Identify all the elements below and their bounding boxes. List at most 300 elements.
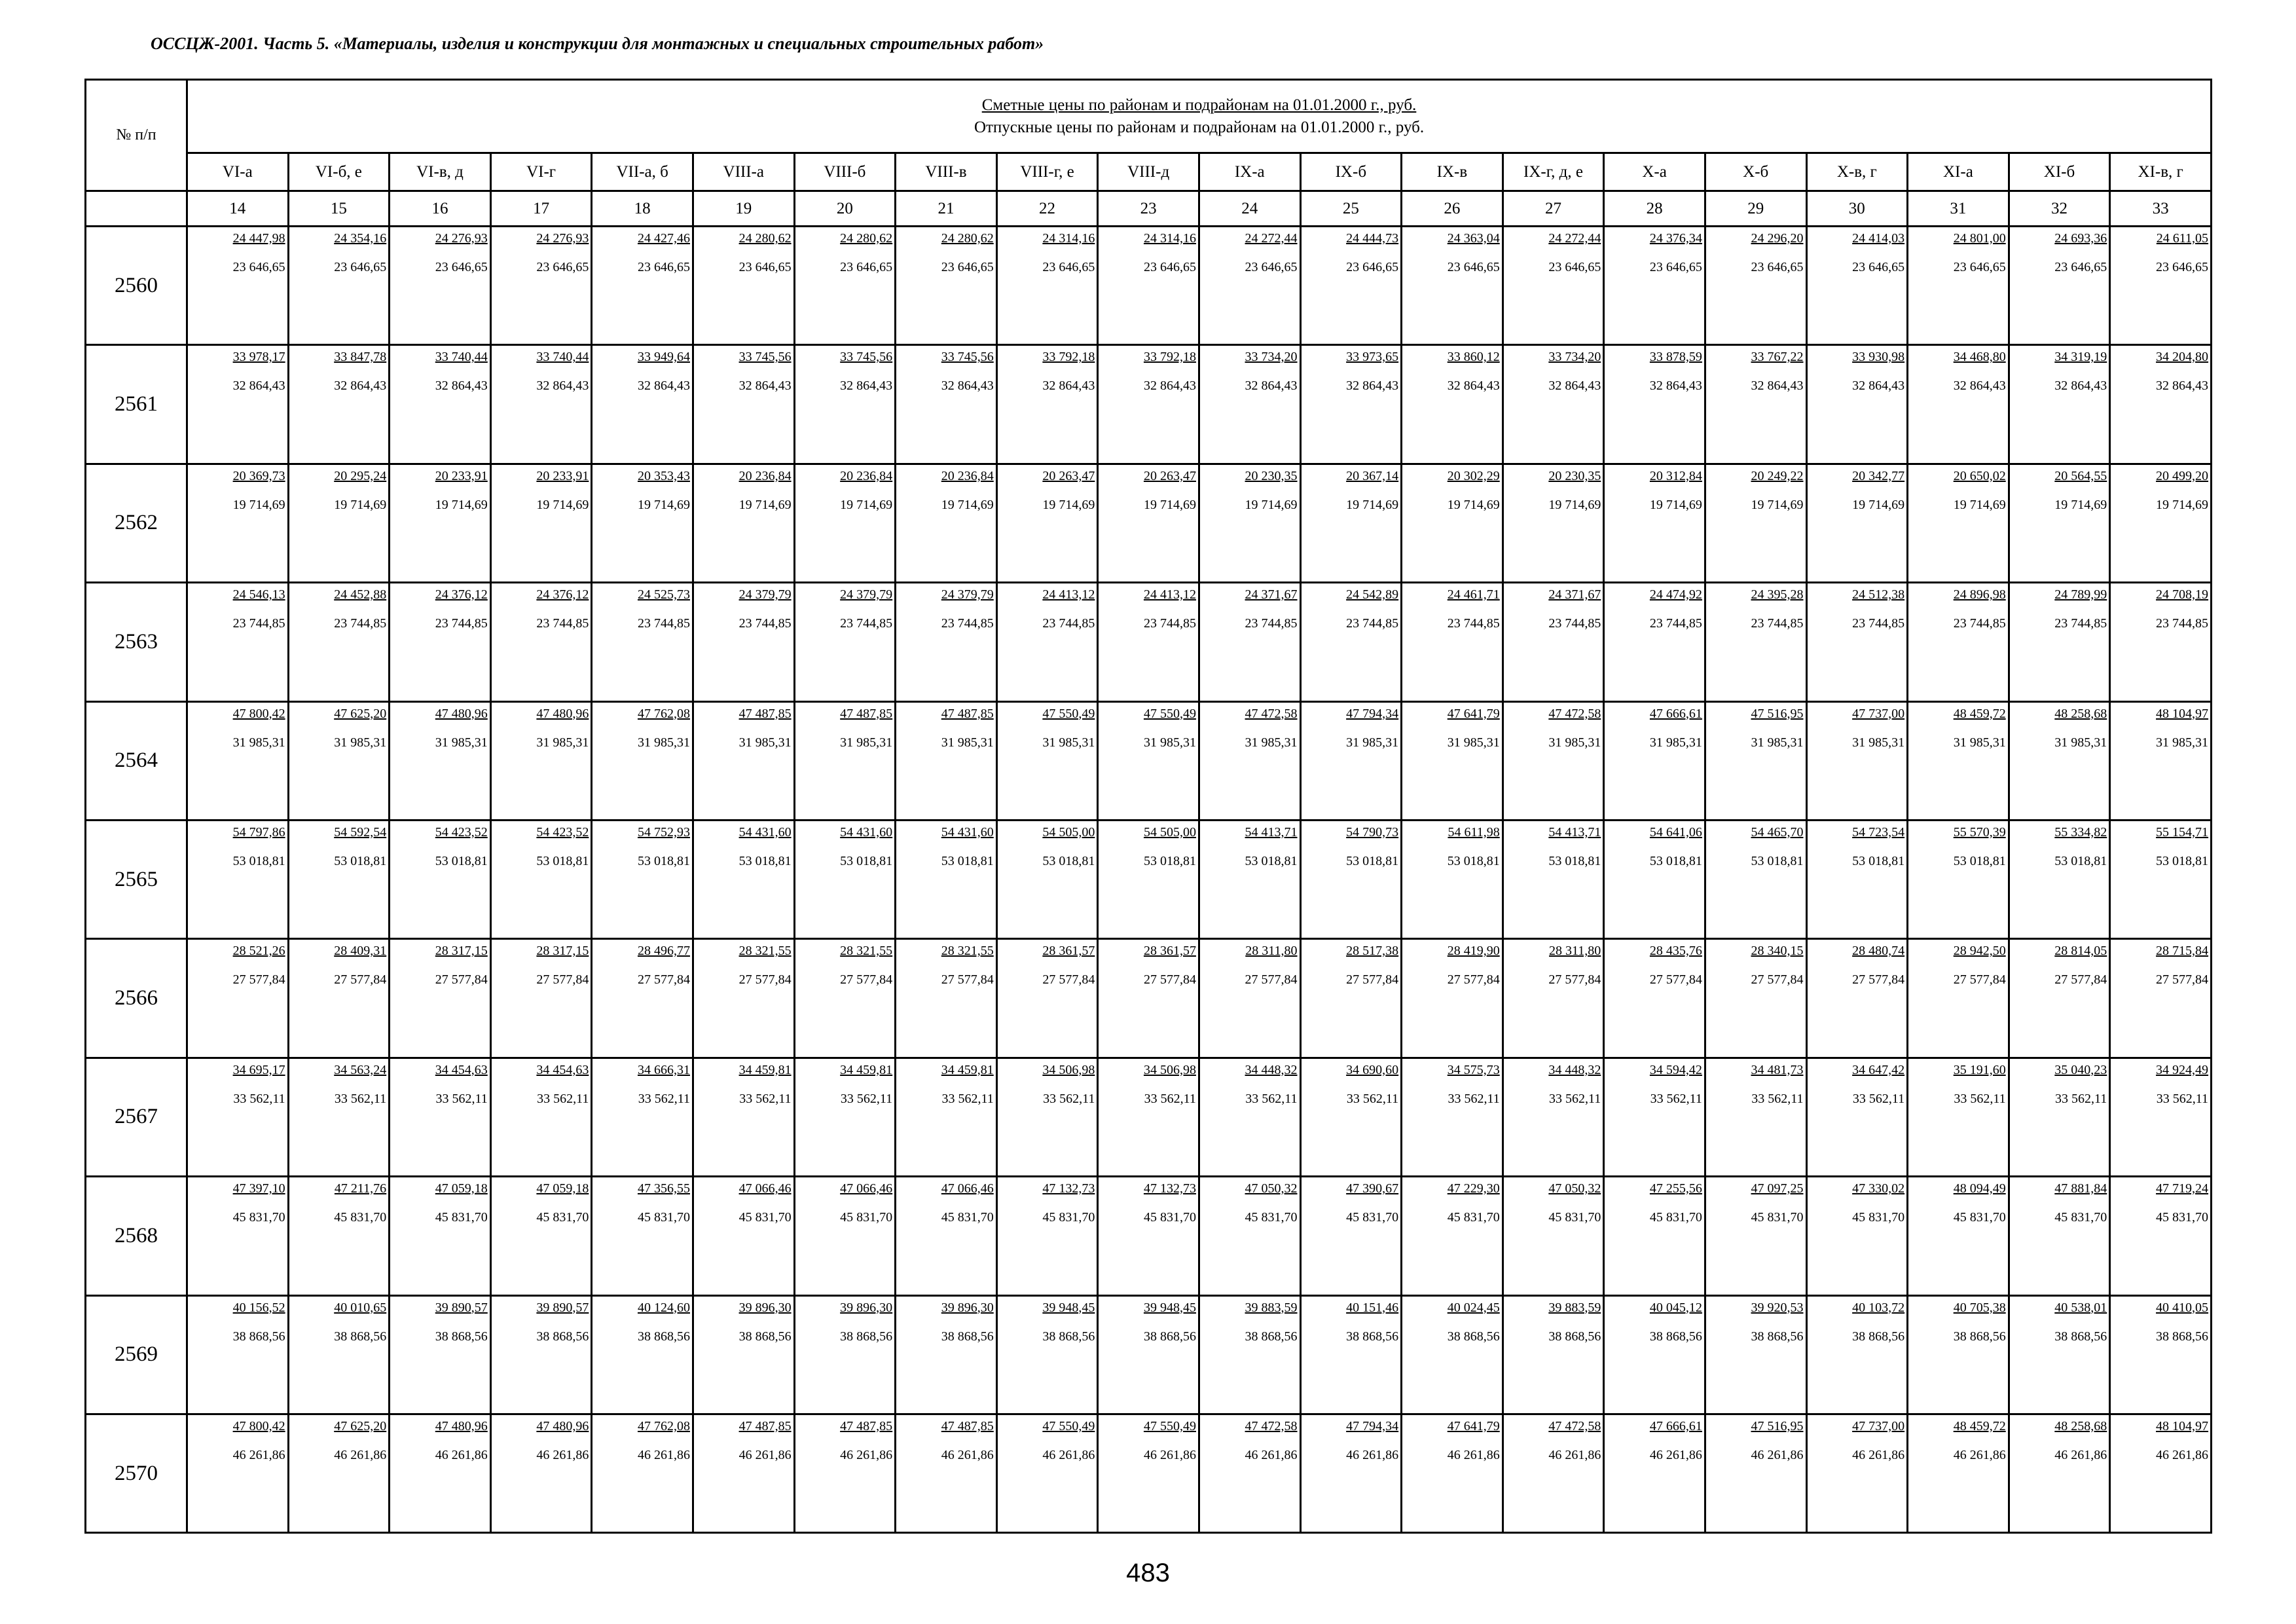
estimated-price: 47 800,42 xyxy=(232,706,285,721)
release-price: 23 646,65 xyxy=(1548,260,1601,274)
release-price: 45 831,70 xyxy=(1346,1210,1399,1225)
release-price: 23 744,85 xyxy=(1042,616,1095,631)
release-price: 27 577,84 xyxy=(637,972,690,987)
estimated-price: 39 883,59 xyxy=(1245,1300,1298,1315)
release-price: 31 985,31 xyxy=(1447,735,1500,750)
estimated-price: 40 024,45 xyxy=(1447,1300,1500,1315)
estimated-price: 48 104,97 xyxy=(2156,1418,2209,1433)
estimated-price: 54 431,60 xyxy=(738,824,792,840)
price-cell xyxy=(896,939,997,1058)
price-cell xyxy=(1806,583,1908,701)
estimated-price: 24 272,44 xyxy=(1548,231,1601,246)
estimated-price: 47 641,79 xyxy=(1447,706,1500,721)
column-number: 20 xyxy=(794,191,896,227)
release-price: 33 562,11 xyxy=(1144,1091,1196,1106)
release-price: 33 562,11 xyxy=(1954,1091,2006,1106)
release-price: 23 744,85 xyxy=(840,616,893,631)
price-cell xyxy=(896,701,997,820)
price-cell xyxy=(1098,464,1199,582)
estimated-price: 28 517,38 xyxy=(1346,944,1399,959)
price-cell xyxy=(794,1414,896,1532)
estimated-price: 47 794,34 xyxy=(1346,1418,1399,1433)
price-cell xyxy=(1604,227,1705,345)
price-cell xyxy=(2110,464,2212,582)
release-price: 32 864,43 xyxy=(840,378,893,394)
estimated-price: 20 249,22 xyxy=(1751,468,1804,483)
release-price: 27 577,84 xyxy=(1143,972,1196,987)
price-cell xyxy=(592,464,693,582)
price-cell xyxy=(1300,583,1402,701)
estimated-price: 20 230,35 xyxy=(1548,468,1601,483)
price-cell xyxy=(187,939,289,1058)
release-price: 45 831,70 xyxy=(738,1210,792,1225)
release-price: 23 646,65 xyxy=(1852,260,1905,274)
column-number: 30 xyxy=(1806,191,1908,227)
release-price: 33 562,11 xyxy=(941,1091,994,1106)
price-cell xyxy=(794,464,896,582)
release-price: 38 868,56 xyxy=(2156,1329,2209,1344)
release-price: 31 985,31 xyxy=(1953,735,2006,750)
estimated-price: 24 896,98 xyxy=(1953,587,2006,602)
release-price: 31 985,31 xyxy=(435,735,488,750)
estimated-price: 24 444,73 xyxy=(1346,231,1399,246)
price-cell xyxy=(187,1414,289,1532)
column-number: 33 xyxy=(2110,191,2212,227)
region-header: IX-г, д, е xyxy=(1503,153,1604,191)
release-price: 53 018,81 xyxy=(232,853,285,868)
release-price: 23 744,85 xyxy=(536,616,589,631)
release-price: 46 261,86 xyxy=(1649,1447,1702,1462)
region-header-row xyxy=(86,153,2212,191)
price-cell xyxy=(2110,1177,2212,1295)
price-cell xyxy=(2009,583,2110,701)
release-price: 23 646,65 xyxy=(738,260,792,274)
price-cell xyxy=(896,1295,997,1414)
region-header: VIII-б xyxy=(794,153,896,191)
price-cell xyxy=(490,1414,592,1532)
release-price: 19 714,69 xyxy=(1751,497,1804,512)
price-cell xyxy=(1300,820,1402,938)
price-cell xyxy=(896,1414,997,1532)
release-price: 38 868,56 xyxy=(1852,1329,1905,1344)
release-price: 23 646,65 xyxy=(1143,260,1196,274)
price-cell xyxy=(288,1295,390,1414)
estimated-price: 34 459,81 xyxy=(738,1062,792,1077)
table-row xyxy=(86,1414,2212,1532)
price-cell xyxy=(2009,1058,2110,1176)
column-number: 28 xyxy=(1604,191,1705,227)
row-number: 2564 xyxy=(86,701,187,820)
release-price: 46 261,86 xyxy=(637,1447,690,1462)
price-cell xyxy=(1503,1058,1604,1176)
price-cell xyxy=(390,1177,491,1295)
release-price: 32 864,43 xyxy=(536,378,589,394)
estimated-price: 24 789,99 xyxy=(2054,587,2107,602)
estimated-price: 20 233,91 xyxy=(536,468,589,483)
release-price: 46 261,86 xyxy=(1042,1447,1095,1462)
price-cell xyxy=(490,227,592,345)
estimated-price: 24 452,88 xyxy=(334,587,387,602)
estimated-price: 47 550,49 xyxy=(1042,706,1095,721)
release-price: 27 577,84 xyxy=(232,972,285,987)
price-cell xyxy=(390,701,491,820)
table-row xyxy=(86,345,2212,464)
price-cell xyxy=(1402,345,1503,464)
column-number: 26 xyxy=(1402,191,1503,227)
release-price: 53 018,81 xyxy=(1751,853,1804,868)
estimated-price: 47 229,30 xyxy=(1447,1181,1500,1196)
region-header: XI-б xyxy=(2009,153,2110,191)
estimated-price: 47 762,08 xyxy=(637,706,690,721)
price-cell xyxy=(1806,345,1908,464)
price-cell xyxy=(1908,1058,2009,1176)
price-cell xyxy=(1503,464,1604,582)
price-cell xyxy=(390,1414,491,1532)
row-number: 2569 xyxy=(86,1295,187,1414)
estimated-price: 48 258,68 xyxy=(2054,706,2107,721)
price-cell xyxy=(2110,583,2212,701)
release-price: 19 714,69 xyxy=(1953,497,2006,512)
estimated-price: 33 878,59 xyxy=(1649,350,1702,365)
price-cell xyxy=(1705,464,1806,582)
column-number: 17 xyxy=(490,191,592,227)
estimated-price: 39 948,45 xyxy=(1042,1300,1095,1315)
estimated-price: 55 154,71 xyxy=(2156,824,2209,840)
column-number: 21 xyxy=(896,191,997,227)
estimated-price: 20 342,77 xyxy=(1852,468,1905,483)
estimated-prices-title: Сметные цены по районам и подрайонам на 01.01.2000 г., руб. xyxy=(981,96,1417,114)
estimated-price: 47 641,79 xyxy=(1447,1418,1500,1433)
release-price: 27 577,84 xyxy=(1042,972,1095,987)
estimated-price: 40 156,52 xyxy=(232,1300,285,1315)
estimated-price: 20 367,14 xyxy=(1346,468,1399,483)
estimated-price: 54 790,73 xyxy=(1346,824,1399,840)
price-cell xyxy=(1705,583,1806,701)
price-cell xyxy=(2110,1295,2212,1414)
release-price: 33 562,11 xyxy=(233,1091,285,1106)
estimated-price: 28 321,55 xyxy=(840,944,893,959)
release-price: 23 646,65 xyxy=(1346,260,1399,274)
release-price: 32 864,43 xyxy=(435,378,488,394)
price-cell xyxy=(693,701,794,820)
estimated-price: 24 413,12 xyxy=(1143,587,1196,602)
release-price: 32 864,43 xyxy=(334,378,387,394)
release-price: 32 864,43 xyxy=(1548,378,1601,394)
estimated-price: 47 480,96 xyxy=(435,1418,488,1433)
estimated-price: 47 066,46 xyxy=(941,1181,994,1196)
estimated-price: 47 255,56 xyxy=(1649,1181,1702,1196)
price-cell xyxy=(2110,345,2212,464)
release-price: 31 985,31 xyxy=(941,735,994,750)
release-price: 27 577,84 xyxy=(435,972,488,987)
release-price: 23 744,85 xyxy=(1953,616,2006,631)
estimated-price: 34 666,31 xyxy=(637,1062,690,1077)
estimated-price: 47 050,32 xyxy=(1548,1181,1601,1196)
release-price: 23 646,65 xyxy=(536,260,589,274)
region-header: VIII-в xyxy=(896,153,997,191)
region-header: X-б xyxy=(1705,153,1806,191)
estimated-price: 55 570,39 xyxy=(1953,824,2006,840)
estimated-price: 47 390,67 xyxy=(1346,1181,1399,1196)
release-price: 19 714,69 xyxy=(334,497,387,512)
row-number: 2562 xyxy=(86,464,187,582)
release-price: 53 018,81 xyxy=(1042,853,1095,868)
release-price: 31 985,31 xyxy=(1649,735,1702,750)
price-cell xyxy=(896,1058,997,1176)
price-cell xyxy=(794,227,896,345)
estimated-price: 54 505,00 xyxy=(1042,824,1095,840)
release-price: 46 261,86 xyxy=(334,1447,387,1462)
price-cell xyxy=(2009,1414,2110,1532)
estimated-price: 47 487,85 xyxy=(941,706,994,721)
release-price: 46 261,86 xyxy=(1346,1447,1399,1462)
estimated-price: 20 302,29 xyxy=(1447,468,1500,483)
price-cell xyxy=(996,345,1098,464)
price-cell xyxy=(996,227,1098,345)
estimated-price: 34 647,42 xyxy=(1852,1062,1905,1077)
price-cell xyxy=(187,464,289,582)
estimated-price: 34 204,80 xyxy=(2156,350,2209,365)
release-price: 46 261,86 xyxy=(2156,1447,2209,1462)
release-price: 45 831,70 xyxy=(941,1210,994,1225)
release-price: 31 985,31 xyxy=(1346,735,1399,750)
release-price: 33 562,11 xyxy=(840,1091,893,1106)
release-price: 33 562,11 xyxy=(1650,1091,1702,1106)
price-cell xyxy=(187,820,289,938)
price-cell xyxy=(1908,345,2009,464)
estimated-price: 47 666,61 xyxy=(1649,1418,1702,1433)
row-number: 2560 xyxy=(86,227,187,345)
estimated-price: 24 542,89 xyxy=(1346,587,1399,602)
release-price: 32 864,43 xyxy=(1953,378,2006,394)
estimated-price: 54 752,93 xyxy=(637,824,690,840)
estimated-price: 34 319,19 xyxy=(2054,350,2107,365)
region-header: VI-б, е xyxy=(288,153,390,191)
release-price: 19 714,69 xyxy=(435,497,488,512)
release-price: 46 261,86 xyxy=(1245,1447,1298,1462)
region-header: VI-а xyxy=(187,153,289,191)
release-price: 23 744,85 xyxy=(738,616,792,631)
estimated-price: 33 792,18 xyxy=(1143,350,1196,365)
price-cell xyxy=(1098,227,1199,345)
price-cell xyxy=(1604,464,1705,582)
release-price: 23 744,85 xyxy=(941,616,994,631)
estimated-price: 34 448,32 xyxy=(1245,1062,1298,1077)
price-cell xyxy=(693,939,794,1058)
price-cell xyxy=(390,939,491,1058)
estimated-price: 20 650,02 xyxy=(1953,468,2006,483)
price-cell xyxy=(693,227,794,345)
price-cell xyxy=(1300,345,1402,464)
release-price: 32 864,43 xyxy=(2156,378,2209,394)
release-price: 33 562,11 xyxy=(638,1091,690,1106)
price-cell xyxy=(1604,345,1705,464)
price-cell xyxy=(592,345,693,464)
estimated-price: 39 896,30 xyxy=(738,1300,792,1315)
estimated-price: 20 369,73 xyxy=(232,468,285,483)
estimated-price: 47 472,58 xyxy=(1548,1418,1601,1433)
price-cell xyxy=(490,701,592,820)
release-price: 23 744,85 xyxy=(232,616,285,631)
release-price: 46 261,86 xyxy=(1548,1447,1601,1462)
price-cell xyxy=(1908,1414,2009,1532)
price-cell xyxy=(1098,345,1199,464)
release-price: 32 864,43 xyxy=(1346,378,1399,394)
price-cell xyxy=(1604,939,1705,1058)
estimated-price: 28 311,80 xyxy=(1245,944,1298,959)
price-cell xyxy=(2110,939,2212,1058)
release-price: 23 744,85 xyxy=(2054,616,2107,631)
price-cell xyxy=(1908,1295,2009,1414)
region-header: IX-б xyxy=(1300,153,1402,191)
release-price: 45 831,70 xyxy=(2054,1210,2107,1225)
estimated-price: 48 459,72 xyxy=(1953,706,2006,721)
price-cell xyxy=(1806,939,1908,1058)
release-price: 19 714,69 xyxy=(1548,497,1601,512)
release-price: 53 018,81 xyxy=(738,853,792,868)
estimated-price: 24 376,12 xyxy=(435,587,488,602)
estimated-price: 34 594,42 xyxy=(1649,1062,1702,1077)
release-price: 19 714,69 xyxy=(840,497,893,512)
release-price: 53 018,81 xyxy=(1245,853,1298,868)
estimated-price: 20 236,84 xyxy=(738,468,792,483)
price-cell xyxy=(1503,701,1604,820)
price-cell xyxy=(693,583,794,701)
price-cell xyxy=(2110,820,2212,938)
price-cell xyxy=(1705,701,1806,820)
release-price: 45 831,70 xyxy=(1042,1210,1095,1225)
estimated-price: 34 448,32 xyxy=(1548,1062,1601,1077)
release-price: 19 714,69 xyxy=(1143,497,1196,512)
estimated-price: 28 814,05 xyxy=(2054,944,2107,959)
estimated-price: 28 317,15 xyxy=(435,944,488,959)
release-price: 53 018,81 xyxy=(334,853,387,868)
estimated-price: 47 625,20 xyxy=(334,706,387,721)
release-price: 19 714,69 xyxy=(536,497,589,512)
release-price: 38 868,56 xyxy=(840,1329,893,1344)
price-cell xyxy=(1705,227,1806,345)
estimated-price: 34 695,17 xyxy=(232,1062,285,1077)
price-cell xyxy=(2009,701,2110,820)
price-cell xyxy=(490,820,592,938)
price-cell xyxy=(490,1058,592,1176)
column-number: 32 xyxy=(2009,191,2110,227)
estimated-price: 39 883,59 xyxy=(1548,1300,1601,1315)
release-price: 46 261,86 xyxy=(2054,1447,2107,1462)
release-price: 32 864,43 xyxy=(1649,378,1702,394)
price-cell xyxy=(592,1414,693,1532)
price-cell xyxy=(996,939,1098,1058)
column-number: 25 xyxy=(1300,191,1402,227)
estimated-price: 33 860,12 xyxy=(1447,350,1500,365)
price-cell xyxy=(996,1414,1098,1532)
region-header: VIII-д xyxy=(1098,153,1199,191)
estimated-price: 34 459,81 xyxy=(840,1062,893,1077)
release-price: 27 577,84 xyxy=(1751,972,1804,987)
estimated-price: 24 474,92 xyxy=(1649,587,1702,602)
price-cell xyxy=(187,1058,289,1176)
estimated-price: 20 499,20 xyxy=(2156,468,2209,483)
price-cell xyxy=(490,464,592,582)
release-price: 27 577,84 xyxy=(1447,972,1500,987)
price-cell xyxy=(1402,1414,1503,1532)
estimated-price: 54 465,70 xyxy=(1751,824,1804,840)
release-price: 27 577,84 xyxy=(1649,972,1702,987)
estimated-price: 47 097,25 xyxy=(1751,1181,1804,1196)
release-price: 19 714,69 xyxy=(1852,497,1905,512)
price-cell xyxy=(490,345,592,464)
estimated-price: 20 263,47 xyxy=(1143,468,1196,483)
release-price: 27 577,84 xyxy=(1245,972,1298,987)
estimated-price: 28 480,74 xyxy=(1852,944,1905,959)
price-cell xyxy=(1908,701,2009,820)
release-price: 19 714,69 xyxy=(1447,497,1500,512)
release-price: 46 261,86 xyxy=(536,1447,589,1462)
estimated-price: 35 191,60 xyxy=(1953,1062,2006,1077)
price-cell xyxy=(1098,939,1199,1058)
estimated-price: 47 066,46 xyxy=(738,1181,792,1196)
release-price: 46 261,86 xyxy=(1143,1447,1196,1462)
estimated-price: 20 233,91 xyxy=(435,468,488,483)
release-price: 53 018,81 xyxy=(536,853,589,868)
price-cell xyxy=(693,820,794,938)
release-price: 32 864,43 xyxy=(941,378,994,394)
price-cell xyxy=(1402,583,1503,701)
price-cell xyxy=(1199,345,1300,464)
estimated-price: 33 740,44 xyxy=(435,350,488,365)
region-header: XI-а xyxy=(1908,153,2009,191)
price-cell xyxy=(1604,1414,1705,1532)
release-price: 45 831,70 xyxy=(1852,1210,1905,1225)
price-cell xyxy=(896,1177,997,1295)
column-number: 22 xyxy=(996,191,1098,227)
estimated-price: 40 705,38 xyxy=(1953,1300,2006,1315)
estimated-price: 33 767,22 xyxy=(1751,350,1804,365)
release-price: 45 831,70 xyxy=(334,1210,387,1225)
release-price: 31 985,31 xyxy=(1042,735,1095,750)
estimated-price: 47 472,58 xyxy=(1245,706,1298,721)
estimated-price: 34 924,49 xyxy=(2156,1062,2209,1077)
release-price: 38 868,56 xyxy=(637,1329,690,1344)
price-cell xyxy=(1806,1414,1908,1532)
row-number: 2570 xyxy=(86,1414,187,1532)
column-number: 18 xyxy=(592,191,693,227)
price-cell xyxy=(2009,1295,2110,1414)
estimated-price: 34 506,98 xyxy=(1042,1062,1095,1077)
release-price: 38 868,56 xyxy=(1548,1329,1601,1344)
release-price: 32 864,43 xyxy=(1143,378,1196,394)
price-cell xyxy=(1199,701,1300,820)
price-cell xyxy=(2009,345,2110,464)
price-cell xyxy=(592,1058,693,1176)
price-cell xyxy=(1806,1058,1908,1176)
estimated-price: 28 942,50 xyxy=(1953,944,2006,959)
price-cell xyxy=(288,227,390,345)
estimated-price: 48 258,68 xyxy=(2054,1418,2107,1433)
row-number: 2567 xyxy=(86,1058,187,1176)
price-cell xyxy=(1806,820,1908,938)
estimated-price: 54 723,54 xyxy=(1852,824,1905,840)
release-price: 23 744,85 xyxy=(2156,616,2209,631)
estimated-price: 24 376,12 xyxy=(536,587,589,602)
estimated-price: 24 693,36 xyxy=(2054,231,2107,246)
price-cell xyxy=(1604,1058,1705,1176)
release-price: 33 562,11 xyxy=(334,1091,387,1106)
estimated-price: 47 487,85 xyxy=(840,706,893,721)
price-cell xyxy=(794,701,896,820)
price-cell xyxy=(1503,1295,1604,1414)
release-price: 19 714,69 xyxy=(1649,497,1702,512)
